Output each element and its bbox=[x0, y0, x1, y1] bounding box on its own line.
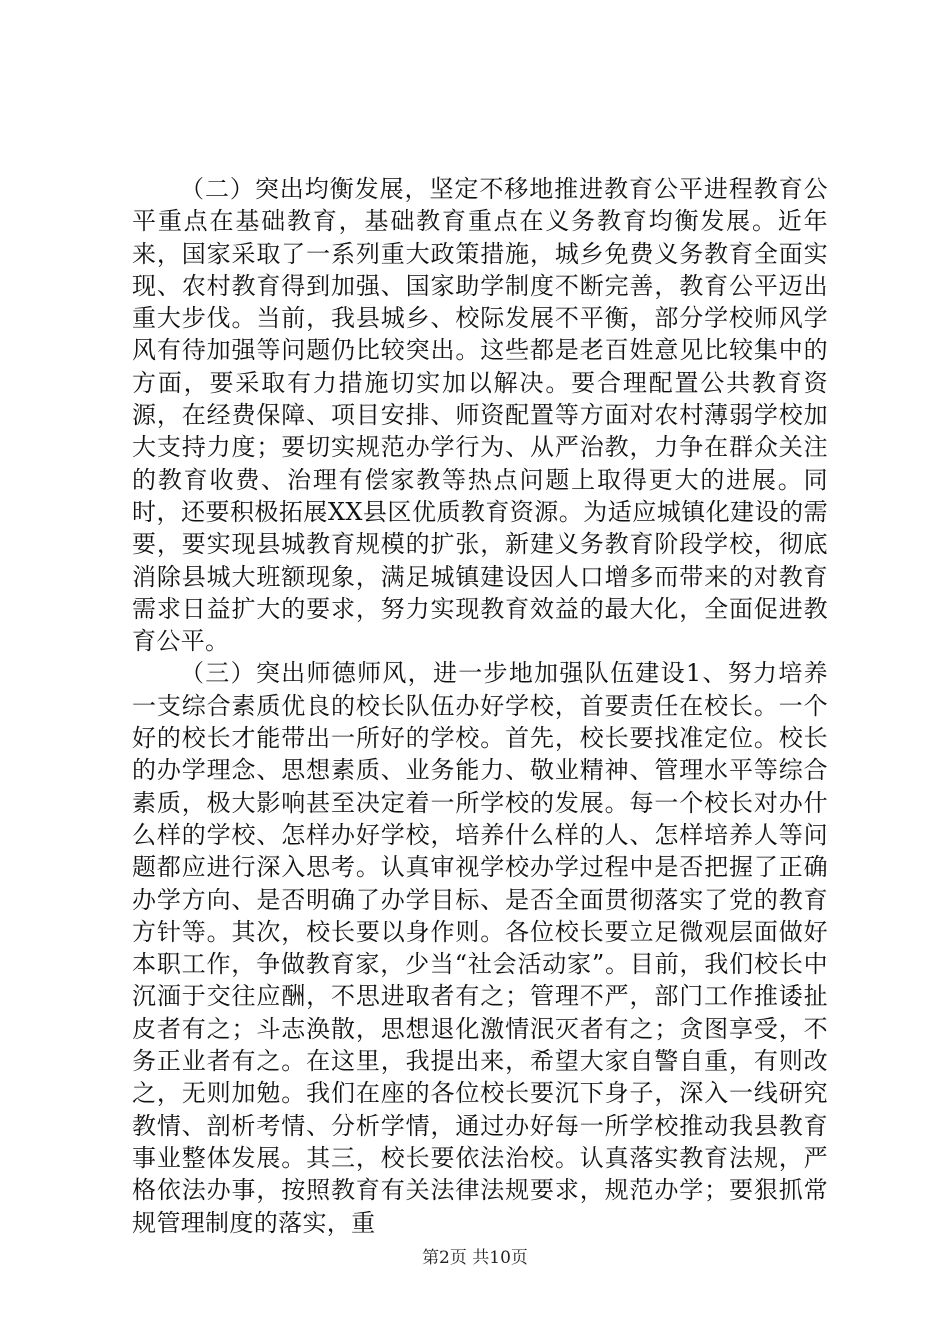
page-number-footer: 第2页 共10页 bbox=[422, 1248, 528, 1268]
body-text bbox=[132, 173, 828, 1239]
paragraph-balanced-development: （二）突出均衡发展，坚定不移地推进教育公平进程教育公平重点在基础教育，基础教育重点在义务教育均衡发展。近年来，国家采取了一系列重大政策措施，城乡免费义务教育全面实现、农村教育得到加强、国家助学制度不断完善，教育公平迈出重大步伐。当前，我县城乡、校际发展不平衡，部分学校师风学风有待加强等问题仍比较突出。这些都是老百姓意见比较集中的方面，要采取有力措施切实加以解决。要合理配置公共教育资源，在经费保障、项目安排、师资配置等方面对农村薄弱学校加大支持力度；要切实规范办学行为、从严治教，力争在群众关注的教育收费、治理有偿家教等热点问题上取得更大的进展。同时，还要积极拓展XX县区优质教育资源。为适应城镇化建设的需要，要实现县城教育规模的扩张，新建义务教育阶段学校，彻底消除县城大班额现象，满足城镇建设因人口增多而带来的对教育需求日益扩大的要求，努力实现教育效益的最大化，全面促进教育公平。 bbox=[132, 175, 828, 656]
paragraph-teacher-ethics: （三）突出师德师风，进一步地加强队伍建设1、努力培养一支综合素质优良的校长队伍办好学校，首要责任在校长。一个好的校长才能带出一所好的学校。首先，校长要找准定位。校长的办学理念、思想素质、业务能力、敬业精神、管理水平等综合素质，极大影响甚至决定着一所学校的发展。每一个校长对办什么样的学校、怎样办好学校，培养什么样的人、怎样培养人等问题都应进行深入思考。认真审视学校办学过程中是否把握了正确办学方向、是否明确了办学目标、是否全面贯彻落实了党的教育方针等。其次，校长要以身作则。各位校长要立足微观层面做好本职工作，争做教育家，少当“社会活动家”。目前，我们校长中沉湎于交往应酬，不思进取者有之；管理不严，部门工作推诿扯皮者有之；斗志涣散，思想退化激情泯灭者有之；贪图享受，不务正业者有之。在这里，我提出来，希望大家自警自重，有则改之，无则加勉。我们在座的各位校长要沉下身子，深入一线研究教情、剖析考情、分析学情，通过办好每一所学校推动我县教育事业整体发展。其三，校长要依法治校。认真落实教育法规，严格依法办事，按照教育有关法律法规要求，规范办学；要狠抓常规管理制度的落实，重 bbox=[132, 659, 828, 1237]
